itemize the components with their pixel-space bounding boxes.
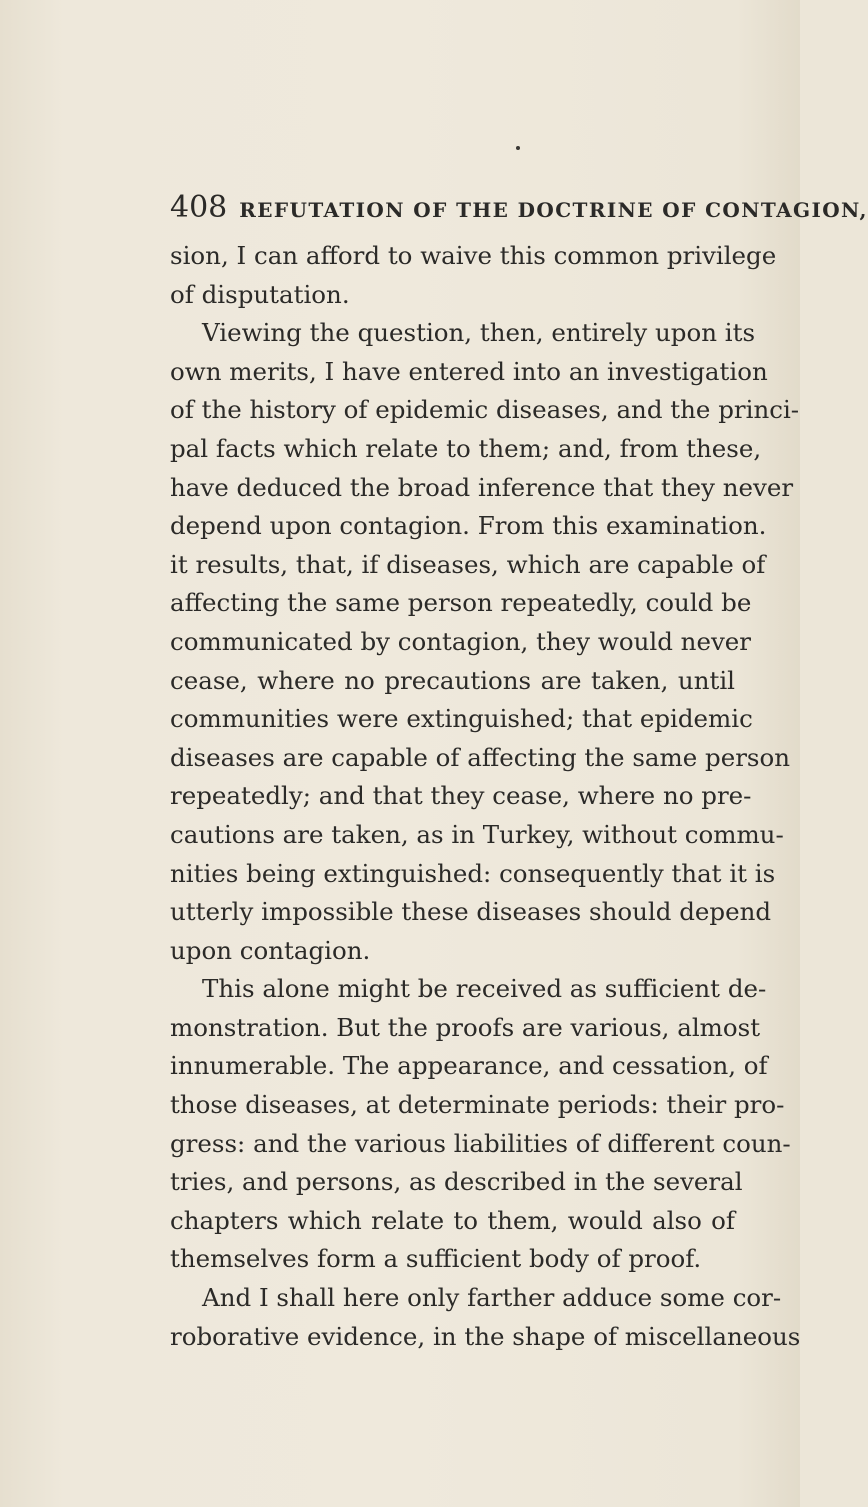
text-line: of the history of epidemic diseases, and the princi- xyxy=(170,395,800,425)
text-line: innumerable. The appearance, and cessation, of xyxy=(170,1051,768,1081)
text-line: own merits, I have entered into an investigation xyxy=(170,356,768,386)
text-line: utterly impossible these diseases should depend xyxy=(170,897,772,927)
text-line: cautions are taken, as in Turkey, without commu- xyxy=(170,819,784,849)
text-line: tries, and persons, as described in the several xyxy=(170,1167,743,1197)
text-line: have deduced the broad inference that they never xyxy=(170,472,794,502)
body-text xyxy=(170,237,801,1356)
text-line: depend upon contagion. From this examination. xyxy=(170,511,767,541)
running-header xyxy=(170,190,868,225)
text-line: repeatedly; and that they cease, where no pre- xyxy=(170,781,752,811)
text-line: nities being extinguished: consequently that it is xyxy=(170,858,776,888)
page-number: 408 xyxy=(170,190,228,225)
text-line: it results, that, if diseases, which are capable of xyxy=(170,549,766,579)
text-line: communities were extinguished; that epidemic xyxy=(170,704,753,734)
text-line: those diseases, at determinate periods: their pro- xyxy=(170,1090,785,1120)
text-line: sion, I can afford to waive this common privilege xyxy=(170,241,777,270)
text-line: cease, where no precautions are taken, until xyxy=(170,665,735,695)
running-title: REFUTATION OF THE DOCTRINE OF CONTAGION, xyxy=(239,198,868,222)
text-line: diseases are capable of affecting the same person xyxy=(170,742,791,772)
text-line: themselves form a sufficient body of proof. xyxy=(170,1244,702,1274)
text-line: communicated by contagion, they would never xyxy=(170,626,752,656)
text-line: pal facts which relate to them; and, from these, xyxy=(170,433,762,463)
text-line: gress: and the various liabilities of different coun- xyxy=(170,1128,791,1158)
paragraph-first-line: And I shall here only farther adduce some cor- xyxy=(202,1283,782,1313)
text-line: monstration. But the proofs are various, almost xyxy=(170,1012,761,1042)
paragraph-first-line: Viewing the question, then, entirely upon its xyxy=(202,318,756,348)
paragraph-first-line: This alone might be received as sufficient de- xyxy=(202,974,767,1004)
ink-speck xyxy=(516,146,520,150)
text-line: chapters which relate to them, would also of xyxy=(170,1205,735,1235)
text-line: affecting the same person repeatedly, could be xyxy=(170,588,752,618)
text-line: upon contagion. xyxy=(170,935,371,965)
text-line: roborative evidence, in the shape of miscellaneous xyxy=(170,1321,801,1351)
text-line: of disputation. xyxy=(170,279,350,309)
